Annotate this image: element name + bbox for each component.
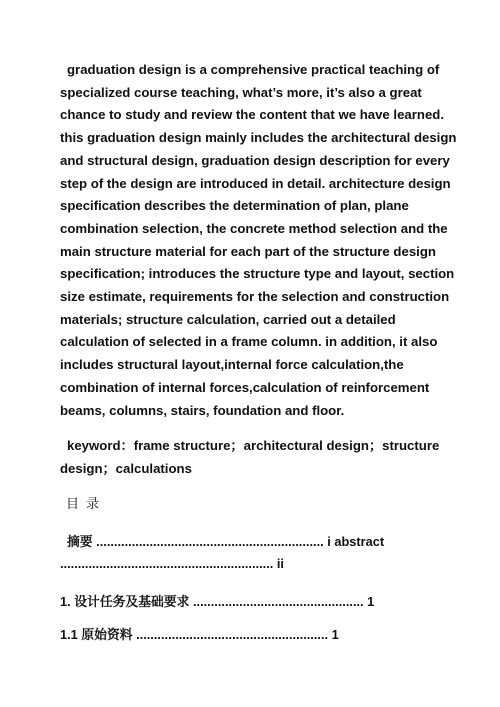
keywords-line: design；calculations: [60, 461, 192, 476]
abstract-line: specification describes the determination of plan, plane: [60, 198, 409, 214]
toc-entry-line: 1.1 原始资料 ...................................................... 1: [60, 627, 339, 642]
keywords-paragraph: [60, 434, 452, 480]
keywords-line: keyword：frame structure；architectural design；structure: [67, 438, 440, 453]
abstract-line: and structural design, graduation design description for every: [60, 152, 450, 168]
abstract-line: main structure material for each part of the structure design: [60, 243, 436, 259]
toc-entry-section-1-1[interactable]: [60, 624, 460, 646]
abstract-line: includes structural layout,internal force calculation,the: [60, 357, 404, 373]
abstract-line: materials; structure calculation, carried out a detailed: [60, 311, 396, 327]
toc-entry-line: 摘要 ................................................................ i abstract: [67, 534, 385, 549]
abstract-paragraph: [60, 59, 457, 422]
toc-title: 目录: [66, 497, 107, 512]
abstract-line: step of the design are introduced in detail. architecture design: [60, 175, 451, 191]
abstract-line: size estimate, requirements for the selection and construction: [60, 289, 450, 305]
abstract-line: this graduation design mainly includes the architectural design: [60, 130, 457, 146]
abstract-line: combination selection, the concrete method selection and the: [60, 220, 448, 236]
abstract-line: beams, columns, stairs, foundation and floor.: [60, 402, 345, 418]
toc-entry-abstract[interactable]: [60, 531, 460, 575]
abstract-line: graduation design is a comprehensive practical teaching of: [67, 62, 440, 77]
toc-entry-line: 1. 设计任务及基础要求 ................................................ 1: [60, 594, 375, 609]
abstract-line: calculation of selected in a frame column. in addition, it also: [60, 334, 438, 350]
abstract-line: combination of internal forces,calculation of reinforcement: [60, 379, 430, 395]
toc-entry-line: ............................................................ ii: [60, 556, 284, 571]
abstract-line: specification; introduces the structure type and layout, section: [60, 266, 455, 282]
abstract-line: chance to study and review the content that we have learned.: [60, 107, 445, 123]
toc-entry-chapter-1[interactable]: [60, 591, 460, 613]
abstract-line: specialized course teaching, what’s more, it’s also a great: [60, 84, 422, 100]
